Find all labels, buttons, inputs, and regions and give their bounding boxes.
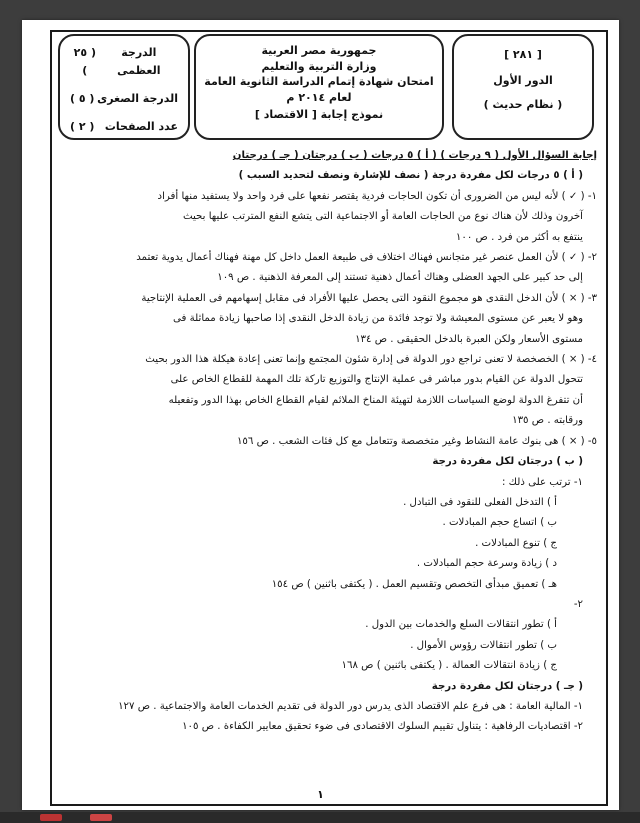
exam-system: ( نظام حديث ) — [483, 98, 563, 111]
answer-line: ( ب ) درجتان لكل مفردة درجة — [432, 456, 583, 468]
answer-line: ٥- ( × ) هى بنوك عامة النشاط وغير متخصصة وتتعامل مع كل فئات الشعب . ص ١٥٦ — [236, 435, 597, 447]
answer-line: ٤- ( × ) الخصخصة لا تعنى تراجع دور الدولة فى إدارة شئون المجتمع وإنما تعنى إعادة هيكلة هذا الدور بحيث — [145, 354, 597, 366]
answer-line: إلى حد كبير على الجهد العضلى وهناك أعمال ذهنية تستند إلى المعرفة الذهنية . ص ١٠٩ — [217, 272, 583, 284]
answer-line: وهو لا يعبر عن مستوى المعيشة ولا توجد فائدة من زيادة الدخل النقدى إذا صاحبها زيادة مماثلة فى — [173, 313, 583, 325]
answer-line: ينتفع به أكثر من فرد . ص ١٠٠ — [455, 231, 583, 243]
exam-title-box — [194, 34, 444, 140]
answer-line: ( أ ) ٥ درجات لكل مفردة درجة ( نصف للإشارة ونصف لتحديد السبب ) — [238, 170, 583, 182]
grades-box — [58, 34, 190, 140]
taskbar-app-icon[interactable] — [40, 814, 62, 821]
answer-line: ١- ( ✓ ) لأنه ليس من الضرورى أن تكون الحاجات فردية يقتصر نفعها على فرد واحد ولا يستفيد منها أفراد — [157, 190, 597, 202]
max-grade-row — [60, 44, 188, 80]
answer-line: أن تتفرغ الدولة لوضع السياسات اللازمة لتهيئة المناخ الملائم لقيام القطاع الخاص بهذا الدور وتفعيله — [168, 394, 583, 406]
answer-line: ب ) تطور انتقالات رؤوس الأموال . — [410, 639, 557, 651]
republic-title: جمهورية مصر العربية — [261, 44, 377, 57]
answer-line: ١- المالية العامة : هى فرع علم الاقتصاد الذى يدرس دور الدولة فى تقديم الخدمات العامة والاجتماعية . ص ١٢٧ — [118, 700, 583, 712]
answer-body — [62, 146, 597, 738]
document-page — [22, 20, 619, 810]
answer-model-title: نموذج إجابة [ الاقتصاد ] — [254, 108, 384, 121]
answer-line: أ ) التدخل الفعلى للنقود فى التبادل . — [403, 496, 557, 508]
exam-info-box — [452, 34, 594, 140]
max-grade-value: ( ٢٥ ) — [73, 46, 96, 77]
min-grade-value: ( ٥ ) — [70, 92, 95, 105]
answer-line: إجابة السؤال الأول ( ٩ درجات ) ( أ ) ٥ درجات ( ب ) درجتان ( جـ ) درجتان — [232, 150, 597, 161]
min-grade-label: الدرجة الصغرى — [97, 92, 178, 105]
taskbar-app-icon[interactable] — [90, 814, 112, 821]
answer-line: ج ) زيادة انتقالات العمالة . ( يكتفى باثنين ) ص ١٦٨ — [341, 660, 557, 672]
pages-label: عدد الصفحات — [104, 120, 178, 133]
answer-line: آخرون وذلك لأن هناك نوع من الحاجات العامة أو الاجتماعية التى يتشع النفع المترتب عليها بحيث — [182, 211, 583, 223]
answer-line: تتحول الدولة عن القيام بدور مباشر فى عملية الإنتاج والتوزيع تاركة تلك المهمة للقطاع الخاص على — [170, 374, 583, 386]
answer-line: ١- ترتب على ذلك : — [501, 476, 583, 488]
max-grade-label: الدرجة العظمى — [117, 46, 161, 77]
exam-code: [ ٢٨١ ] — [504, 48, 542, 61]
answer-line: ٢- ( ✓ ) لأن العمل عنصر غير متجانس فهناك اختلاف فى طبيعة العمل داخل كل مهنة فهناك أعمال يدوية تعتمد — [136, 252, 597, 264]
answer-line: هـ ) تعميق مبدأى التخصص وتقسيم العمل . ( يكتفى باثنين ) ص ١٥٤ — [271, 578, 557, 590]
exam-year: لعام ٢٠١٤ م — [286, 91, 352, 104]
answer-line: مستوى الأسعار ولكن العبرة بالدخل الحقيقى . ص ١٣٤ — [355, 333, 583, 345]
answer-line: ( جـ ) درجتان لكل مفردة درجة — [431, 680, 583, 692]
min-grade-row — [60, 90, 188, 108]
exam-round: الدور الأول — [493, 74, 553, 87]
ministry-title: وزارة التربية والتعليم — [261, 60, 377, 73]
taskbar — [0, 812, 640, 823]
answer-line: د ) زيادة وسرعة حجم المبادلات . — [416, 558, 557, 570]
answer-line: ٢- — [573, 598, 583, 610]
answer-line: أ ) تطور انتقالات السلع والخدمات بين الدول . — [365, 619, 557, 631]
pages-value: ( ٢ ) — [70, 120, 95, 133]
answer-line: ب ) اتساع حجم المبادلات . — [442, 517, 557, 529]
pages-row — [60, 118, 188, 136]
page-number: ١ — [317, 788, 324, 801]
answer-line: ٢- اقتصاديات الرفاهية : يتناول تقييم السلوك الاقتصادى فى ضوء تحقيق معايير الكفاءة . ص ١٠٥ — [182, 721, 583, 733]
answer-line: ج ) تنوع المبادلات . — [475, 537, 557, 549]
answer-line: ورقابته . ص ١٣٥ — [512, 415, 583, 427]
exam-name: امتحان شهادة إتمام الدراسة الثانوية العامة — [204, 75, 434, 88]
answer-line: ٣- ( × ) لأن الدخل النقدى هو مجموع النقود التى يحصل عليها الأفراد فى مقابل إسهامهم فى العملية الإنتاجية — [141, 292, 597, 304]
